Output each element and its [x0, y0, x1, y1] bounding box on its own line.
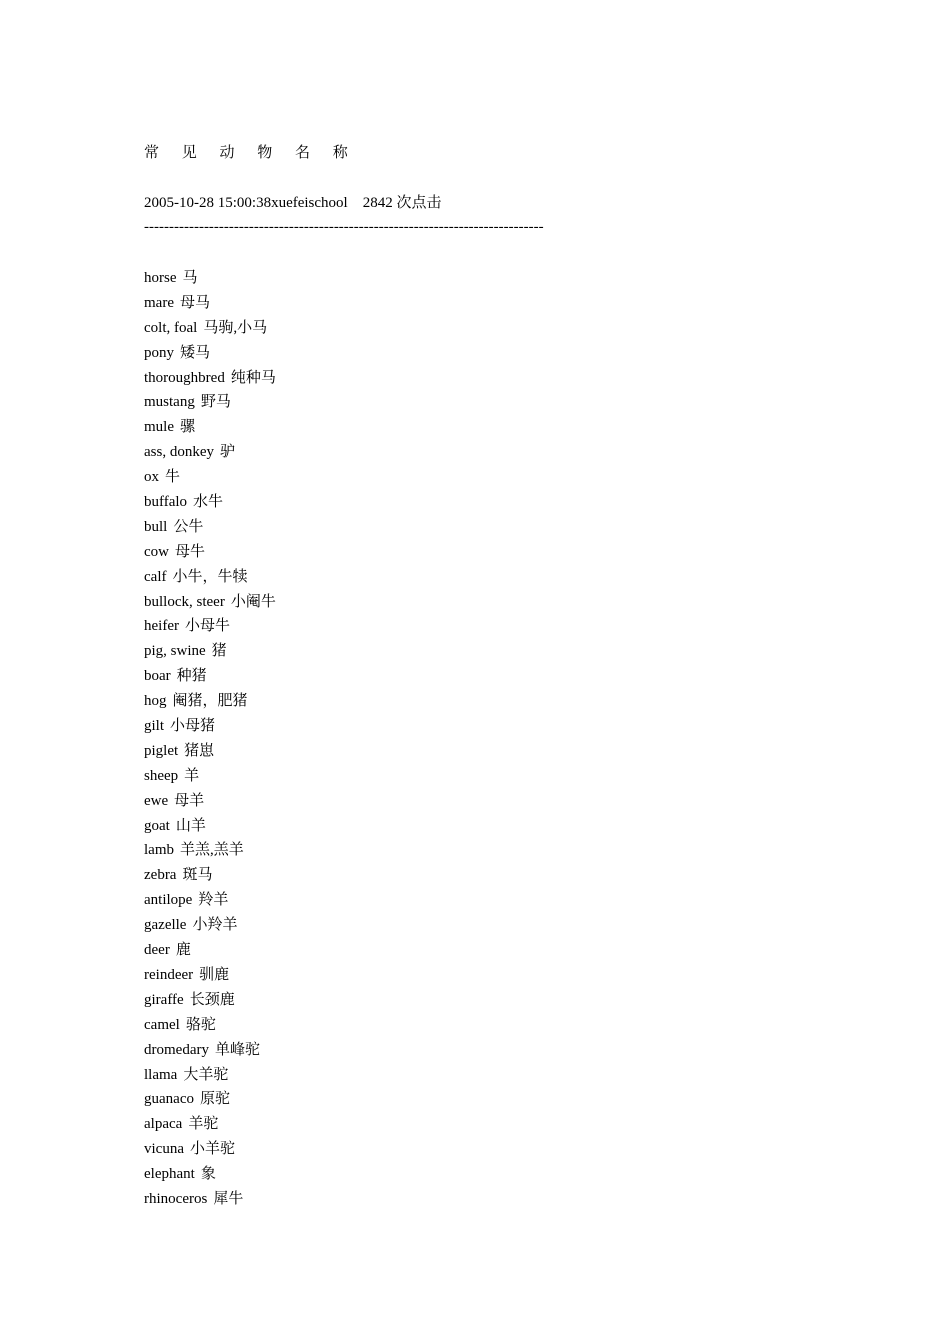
english-name: elephant	[144, 1166, 195, 1183]
english-name: reindeer	[144, 966, 194, 983]
list-item	[144, 766, 276, 791]
list-item	[144, 1089, 276, 1114]
chinese-name: 犀牛	[213, 1190, 244, 1207]
english-name: heifer	[144, 618, 179, 635]
list-item	[144, 318, 276, 343]
chinese-name: 公牛	[173, 518, 204, 535]
list-item	[144, 592, 276, 617]
chinese-name: 纯种马	[230, 369, 276, 386]
list-item	[144, 865, 276, 890]
list-item	[144, 741, 276, 766]
english-name: horse	[144, 270, 177, 286]
english-name: calf	[144, 568, 167, 585]
english-name: vicuna	[144, 1141, 184, 1158]
chinese-name: 羚羊	[198, 892, 229, 909]
list-item	[144, 691, 276, 716]
list-item	[144, 1164, 276, 1189]
page-title: 常 见 动 物 名 称	[144, 145, 358, 161]
english-name: bull	[144, 518, 168, 535]
chinese-name: 骡	[180, 419, 196, 436]
animal-list	[144, 268, 276, 1214]
english-name: dromedary	[144, 1041, 209, 1058]
list-item	[144, 840, 276, 865]
divider-line: --------------------------------------------------------------------------------	[144, 219, 544, 235]
list-item	[144, 542, 276, 567]
chinese-name: 单峰驼	[214, 1041, 260, 1058]
english-name: sheep	[144, 767, 179, 784]
english-name: deer	[144, 942, 170, 959]
chinese-name: 小牛，牛犊	[172, 568, 248, 585]
chinese-name: 大羊驼	[183, 1066, 229, 1083]
chinese-name: 原驼	[199, 1091, 230, 1108]
chinese-name: 小阉牛	[230, 593, 276, 610]
english-name: hog	[144, 693, 167, 710]
english-name: rhinoceros	[144, 1190, 208, 1207]
chinese-name: 马驹,小马	[203, 319, 268, 336]
english-name: antilope	[144, 892, 193, 909]
chinese-name: 羊驼	[188, 1116, 219, 1133]
english-name: ass, donkey	[144, 444, 214, 461]
english-name: ox	[144, 469, 159, 486]
chinese-name: 母牛	[175, 543, 206, 560]
list-item	[144, 716, 276, 741]
english-name: camel	[144, 1016, 180, 1033]
list-item	[144, 1065, 276, 1090]
english-name: goat	[144, 817, 170, 834]
list-item	[144, 1040, 276, 1065]
list-item	[144, 791, 276, 816]
chinese-name: 象	[200, 1166, 216, 1183]
chinese-name: 斑马	[182, 867, 213, 884]
chinese-name: 山羊	[175, 817, 206, 834]
list-item	[144, 293, 276, 318]
chinese-name: 猪崽	[184, 742, 215, 759]
list-item	[144, 1114, 276, 1139]
list-item	[144, 368, 276, 393]
english-name: giraffe	[144, 991, 184, 1008]
post-meta: 2005-10-28 15:00:38xuefeischool 2842 次点击	[144, 195, 442, 211]
list-item	[144, 940, 276, 965]
english-name: thoroughbred	[144, 369, 225, 386]
english-name: gilt	[144, 718, 165, 735]
list-item	[144, 492, 276, 517]
english-name: piglet	[144, 742, 179, 759]
chinese-name: 水牛	[193, 494, 224, 511]
list-item	[144, 442, 276, 467]
list-item	[144, 1189, 276, 1214]
english-name: ewe	[144, 792, 169, 809]
list-item	[144, 517, 276, 542]
chinese-name: 羊羔,羔羊	[180, 842, 244, 859]
list-item	[144, 666, 276, 691]
chinese-name: 种猪	[176, 668, 207, 685]
chinese-name: 小羊驼	[189, 1141, 235, 1158]
chinese-name: 马	[182, 270, 198, 286]
chinese-name: 骆驼	[185, 1016, 216, 1033]
english-name: boar	[144, 668, 171, 685]
english-name: bullock, steer	[144, 593, 225, 610]
chinese-name: 长颈鹿	[189, 991, 235, 1008]
list-item	[144, 641, 276, 666]
list-item	[144, 417, 276, 442]
english-name: buffalo	[144, 494, 188, 511]
english-name: cow	[144, 543, 169, 560]
chinese-name: 阉猪，肥猪	[172, 693, 248, 710]
english-name: gazelle	[144, 917, 187, 934]
list-item	[144, 268, 276, 293]
english-name: mustang	[144, 394, 195, 411]
list-item	[144, 1139, 276, 1164]
chinese-name: 母马	[179, 294, 210, 311]
english-name: lamb	[144, 842, 174, 859]
chinese-name: 驯鹿	[199, 966, 230, 983]
english-name: mule	[144, 419, 174, 436]
list-item	[144, 343, 276, 368]
english-name: pony	[144, 344, 174, 361]
chinese-name: 矮马	[180, 344, 211, 361]
chinese-name: 驴	[220, 444, 236, 461]
chinese-name: 野马	[200, 394, 231, 411]
chinese-name: 小母牛	[184, 618, 230, 635]
list-item	[144, 616, 276, 641]
chinese-name: 小羚羊	[192, 917, 238, 934]
list-item	[144, 567, 276, 592]
chinese-name: 牛	[165, 469, 181, 486]
english-name: llama	[144, 1066, 178, 1083]
chinese-name: 猪	[211, 643, 227, 660]
english-name: colt, foal	[144, 319, 198, 336]
chinese-name: 小母猪	[170, 718, 216, 735]
english-name: guanaco	[144, 1091, 194, 1108]
english-name: zebra	[144, 867, 177, 884]
list-item	[144, 1015, 276, 1040]
list-item	[144, 915, 276, 940]
list-item	[144, 392, 276, 417]
english-name: mare	[144, 294, 174, 311]
english-name: pig, swine	[144, 643, 206, 660]
list-item	[144, 990, 276, 1015]
english-name: alpaca	[144, 1116, 183, 1133]
chinese-name: 母羊	[174, 792, 205, 809]
list-item	[144, 816, 276, 841]
list-item	[144, 467, 276, 492]
list-item	[144, 890, 276, 915]
chinese-name: 鹿	[175, 942, 191, 959]
chinese-name: 羊	[184, 767, 200, 784]
list-item	[144, 965, 276, 990]
